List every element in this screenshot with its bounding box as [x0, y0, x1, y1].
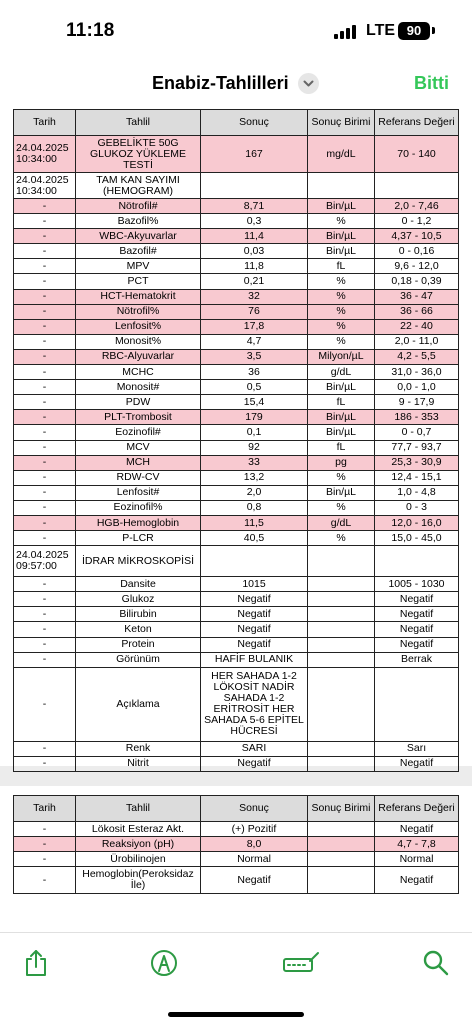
reference-cell: 0 - 1,2 — [375, 214, 459, 229]
result-cell: 167 — [201, 136, 308, 173]
reference-cell: 36 - 47 — [375, 289, 459, 304]
result-cell — [201, 546, 308, 577]
reference-cell — [375, 546, 459, 577]
result-cell: 17,8 — [201, 319, 308, 334]
test-name-cell: Reaksiyon (pH) — [76, 837, 201, 852]
date-cell: - — [14, 319, 76, 334]
column-header: Sonuç — [201, 110, 308, 136]
result-cell: 33 — [201, 455, 308, 470]
reference-cell: Negatif — [375, 622, 459, 637]
unit-cell: % — [308, 500, 375, 515]
reference-cell: Sarı — [375, 741, 459, 756]
unit-cell — [308, 756, 375, 771]
status-time: 11:18 — [66, 20, 115, 41]
reference-cell: Berrak — [375, 652, 459, 667]
date-cell: - — [14, 837, 76, 852]
table-header-row — [14, 110, 459, 136]
unit-cell: pg — [308, 455, 375, 470]
test-name-cell: PDW — [76, 395, 201, 410]
test-name-cell: Görünüm — [76, 652, 201, 667]
result-cell: 0,21 — [201, 274, 308, 289]
result-cell: 36 — [201, 365, 308, 380]
unit-cell: % — [308, 274, 375, 289]
date-cell: - — [14, 395, 76, 410]
unit-cell: Bin/µL — [308, 485, 375, 500]
table-header-row — [14, 796, 459, 822]
test-name-cell: Bilirubin — [76, 607, 201, 622]
reference-cell: Negatif — [375, 867, 459, 894]
table-row — [14, 867, 459, 894]
test-name-cell: Açıklama — [76, 667, 201, 741]
result-cell: 179 — [201, 410, 308, 425]
test-name-cell: Glukoz — [76, 592, 201, 607]
test-name-cell: İDRAR MİKROSKOPİSİ — [76, 546, 201, 577]
unit-cell: Milyon/µL — [308, 349, 375, 364]
date-cell: - — [14, 531, 76, 546]
result-cell: 11,5 — [201, 515, 308, 530]
unit-cell — [308, 867, 375, 894]
unit-cell — [308, 622, 375, 637]
table-row — [14, 515, 459, 530]
date-cell: - — [14, 515, 76, 530]
date-cell: 24.04.2025 09:57:00 — [14, 546, 76, 577]
chevron-down-icon[interactable] — [298, 73, 319, 94]
test-name-cell: P-LCR — [76, 531, 201, 546]
table-row — [14, 837, 459, 852]
table-row — [14, 136, 459, 173]
unit-cell: Bin/µL — [308, 425, 375, 440]
test-name-cell: MCH — [76, 455, 201, 470]
date-cell: - — [14, 349, 76, 364]
table-row — [14, 822, 459, 837]
unit-cell: g/dL — [308, 515, 375, 530]
test-name-cell: PLT-Trombosit — [76, 410, 201, 425]
unit-cell — [308, 667, 375, 741]
result-cell: Negatif — [201, 622, 308, 637]
table-row — [14, 289, 459, 304]
column-header: Referans Değeri — [375, 796, 459, 822]
result-cell: 3,5 — [201, 349, 308, 364]
column-header: Sonuç Birimi — [308, 796, 375, 822]
unit-cell — [308, 173, 375, 199]
test-name-cell: TAM KAN SAYIMI (HEMOGRAM) — [76, 173, 201, 199]
date-cell: - — [14, 607, 76, 622]
date-cell: - — [14, 259, 76, 274]
result-cell: 0,8 — [201, 500, 308, 515]
date-cell: - — [14, 485, 76, 500]
unit-cell — [308, 852, 375, 867]
reference-cell: 4,7 - 7,8 — [375, 837, 459, 852]
column-header: Tahlil — [76, 110, 201, 136]
unit-cell: Bin/µL — [308, 244, 375, 259]
reference-cell: Normal — [375, 852, 459, 867]
column-header: Sonuç Birimi — [308, 110, 375, 136]
unit-cell — [308, 637, 375, 652]
unit-cell — [308, 741, 375, 756]
result-cell: HER SAHADA 1-2 LÖKOSİT NADİR SAHADA 1-2 ERİTROSİT HER SAHADA 5-6 EPİTEL HÜCRESİ — [201, 667, 308, 741]
reference-cell — [375, 173, 459, 199]
unit-cell: Bin/µL — [308, 380, 375, 395]
date-cell: - — [14, 500, 76, 515]
table-row — [14, 244, 459, 259]
test-name-cell: MCV — [76, 440, 201, 455]
table-row — [14, 652, 459, 667]
test-name-cell: RBC-Alyuvarlar — [76, 349, 201, 364]
date-cell: - — [14, 470, 76, 485]
table-row — [14, 500, 459, 515]
document-viewer[interactable] — [0, 106, 472, 932]
table-row — [14, 304, 459, 319]
result-cell: 11,8 — [201, 259, 308, 274]
unit-cell — [308, 822, 375, 837]
unit-cell — [308, 652, 375, 667]
result-cell: 92 — [201, 440, 308, 455]
result-cell: HAFİF BULANIK — [201, 652, 308, 667]
table-row — [14, 319, 459, 334]
test-name-cell: Protein — [76, 637, 201, 652]
result-cell: 1015 — [201, 577, 308, 592]
reference-cell: Negatif — [375, 607, 459, 622]
column-header: Tahlil — [76, 796, 201, 822]
table-row — [14, 667, 459, 741]
table-row — [14, 229, 459, 244]
date-cell: - — [14, 244, 76, 259]
date-cell: - — [14, 274, 76, 289]
date-cell: - — [14, 652, 76, 667]
unit-cell: % — [308, 214, 375, 229]
test-name-cell: Dansite — [76, 577, 201, 592]
table-row — [14, 455, 459, 470]
date-cell: 24.04.2025 10:34:00 — [14, 136, 76, 173]
unit-cell — [308, 592, 375, 607]
unit-cell — [308, 837, 375, 852]
reference-cell: Negatif — [375, 637, 459, 652]
column-header: Tarih — [14, 110, 76, 136]
table-row — [14, 440, 459, 455]
table-row — [14, 592, 459, 607]
table-row — [14, 395, 459, 410]
column-header: Sonuç — [201, 796, 308, 822]
test-name-cell: Nitrit — [76, 756, 201, 771]
table-row — [14, 365, 459, 380]
unit-cell: Bin/µL — [308, 410, 375, 425]
signature-icon[interactable] — [282, 947, 320, 979]
document-title[interactable]: Enabiz-Tahlilleri — [152, 73, 289, 93]
date-cell: - — [14, 365, 76, 380]
home-indicator — [168, 1012, 304, 1017]
unit-cell: % — [308, 470, 375, 485]
test-name-cell: Monosit# — [76, 380, 201, 395]
reference-cell: 12,0 - 16,0 — [375, 515, 459, 530]
table-row — [14, 577, 459, 592]
unit-cell: fL — [308, 259, 375, 274]
reference-cell: 36 - 66 — [375, 304, 459, 319]
date-cell: - — [14, 440, 76, 455]
reference-cell: Negatif — [375, 592, 459, 607]
table-row — [14, 470, 459, 485]
date-cell: - — [14, 425, 76, 440]
date-cell: - — [14, 455, 76, 470]
reference-cell: 1,0 - 4,8 — [375, 485, 459, 500]
test-name-cell: HGB-Hemoglobin — [76, 515, 201, 530]
result-cell: Negatif — [201, 607, 308, 622]
reference-cell: 0,0 - 1,0 — [375, 380, 459, 395]
unit-cell: g/dL — [308, 365, 375, 380]
result-cell: 13,2 — [201, 470, 308, 485]
unit-cell — [308, 607, 375, 622]
test-name-cell: Renk — [76, 741, 201, 756]
reference-cell: Negatif — [375, 756, 459, 771]
done-button[interactable]: Bitti — [414, 73, 449, 93]
share-icon[interactable] — [20, 947, 52, 979]
battery-icon: 90 — [398, 22, 430, 40]
result-cell: Negatif — [201, 756, 308, 771]
date-cell: 24.04.2025 10:34:00 — [14, 173, 76, 199]
unit-cell: Bin/µL — [308, 229, 375, 244]
test-name-cell: Lökosit Esteraz Akt. — [76, 822, 201, 837]
unit-cell — [308, 577, 375, 592]
date-cell: - — [14, 214, 76, 229]
date-cell: - — [14, 410, 76, 425]
date-cell: - — [14, 304, 76, 319]
result-cell: 0,03 — [201, 244, 308, 259]
result-cell: Negatif — [201, 592, 308, 607]
markup-icon[interactable] — [148, 947, 180, 979]
reference-cell: 31,0 - 36,0 — [375, 365, 459, 380]
test-name-cell: Hemoglobin(Peroksidaz İle) — [76, 867, 201, 894]
date-cell: - — [14, 867, 76, 894]
test-name-cell: Eozinofil# — [76, 425, 201, 440]
date-cell: - — [14, 756, 76, 771]
date-cell: - — [14, 199, 76, 214]
reference-cell: 4,2 - 5,5 — [375, 349, 459, 364]
reference-cell — [375, 667, 459, 741]
reference-cell: 70 - 140 — [375, 136, 459, 173]
table-row — [14, 852, 459, 867]
result-cell: SARI — [201, 741, 308, 756]
unit-cell: % — [308, 319, 375, 334]
reference-cell: 9 - 17,9 — [375, 395, 459, 410]
reference-cell: 25,3 - 30,9 — [375, 455, 459, 470]
result-cell: 8,71 — [201, 199, 308, 214]
table-row — [14, 741, 459, 756]
table-row — [14, 637, 459, 652]
reference-cell: 4,37 - 10,5 — [375, 229, 459, 244]
test-name-cell: GEBELİKTE 50G GLUKOZ YÜKLEME TESTİ — [76, 136, 201, 173]
result-cell — [201, 173, 308, 199]
table-row — [14, 214, 459, 229]
result-cell: (+) Pozitif — [201, 822, 308, 837]
reference-cell: 0,18 - 0,39 — [375, 274, 459, 289]
reference-cell: 9,6 - 12,0 — [375, 259, 459, 274]
test-name-cell: Lenfosit# — [76, 485, 201, 500]
nav-bar — [0, 62, 472, 106]
table-row — [14, 199, 459, 214]
date-cell: - — [14, 622, 76, 637]
unit-cell: % — [308, 289, 375, 304]
column-header: Tarih — [14, 796, 76, 822]
unit-cell: % — [308, 334, 375, 349]
table-row — [14, 485, 459, 500]
test-name-cell: HCT-Hematokrit — [76, 289, 201, 304]
test-name-cell: Bazofil% — [76, 214, 201, 229]
table-row — [14, 334, 459, 349]
result-cell: 0,1 — [201, 425, 308, 440]
reference-cell: 186 - 353 — [375, 410, 459, 425]
table-row — [14, 173, 459, 199]
bottom-toolbar — [0, 932, 472, 1024]
reference-cell: 0 - 3 — [375, 500, 459, 515]
test-name-cell: Ürobilinojen — [76, 852, 201, 867]
unit-cell — [308, 546, 375, 577]
test-name-cell: Bazofil# — [76, 244, 201, 259]
table-row — [14, 380, 459, 395]
result-cell: 0,5 — [201, 380, 308, 395]
table-row — [14, 531, 459, 546]
unit-cell: mg/dL — [308, 136, 375, 173]
unit-cell: % — [308, 304, 375, 319]
table-row — [14, 607, 459, 622]
table-row — [14, 259, 459, 274]
date-cell: - — [14, 380, 76, 395]
results-table-page1 — [13, 109, 459, 772]
test-name-cell: WBC-Akyuvarlar — [76, 229, 201, 244]
result-cell: Negatif — [201, 867, 308, 894]
network-label: LTE — [366, 22, 396, 39]
status-bar — [0, 0, 472, 60]
reference-cell: 0 - 0,7 — [375, 425, 459, 440]
reference-cell: 2,0 - 11,0 — [375, 334, 459, 349]
table-row — [14, 756, 459, 771]
reference-cell: 1005 - 1030 — [375, 577, 459, 592]
test-name-cell: MCHC — [76, 365, 201, 380]
test-name-cell: Lenfosit% — [76, 319, 201, 334]
date-cell: - — [14, 289, 76, 304]
date-cell: - — [14, 852, 76, 867]
date-cell: - — [14, 334, 76, 349]
unit-cell: Bin/µL — [308, 199, 375, 214]
table-row — [14, 425, 459, 440]
battery-tip — [432, 27, 435, 34]
reference-cell: 0 - 0,16 — [375, 244, 459, 259]
date-cell: - — [14, 592, 76, 607]
reference-cell: 22 - 40 — [375, 319, 459, 334]
result-cell: 76 — [201, 304, 308, 319]
date-cell: - — [14, 741, 76, 756]
date-cell: - — [14, 667, 76, 741]
test-name-cell: Eozinofil% — [76, 500, 201, 515]
table-row — [14, 274, 459, 289]
result-cell: Normal — [201, 852, 308, 867]
unit-cell: fL — [308, 395, 375, 410]
result-cell: 0,3 — [201, 214, 308, 229]
result-cell: 11,4 — [201, 229, 308, 244]
table-row — [14, 622, 459, 637]
date-cell: - — [14, 229, 76, 244]
table-row — [14, 546, 459, 577]
reference-cell: 12,4 - 15,1 — [375, 470, 459, 485]
result-cell: 4,7 — [201, 334, 308, 349]
reference-cell: Negatif — [375, 822, 459, 837]
result-cell: 2,0 — [201, 485, 308, 500]
result-cell: 32 — [201, 289, 308, 304]
reference-cell: 2,0 - 7,46 — [375, 199, 459, 214]
unit-cell: % — [308, 531, 375, 546]
test-name-cell: PCT — [76, 274, 201, 289]
test-name-cell: Monosit% — [76, 334, 201, 349]
result-cell: 8,0 — [201, 837, 308, 852]
result-cell: 40,5 — [201, 531, 308, 546]
search-icon[interactable] — [420, 947, 452, 979]
test-name-cell: Nötrofil# — [76, 199, 201, 214]
test-name-cell: MPV — [76, 259, 201, 274]
reference-cell: 15,0 - 45,0 — [375, 531, 459, 546]
test-name-cell: Keton — [76, 622, 201, 637]
test-name-cell: RDW-CV — [76, 470, 201, 485]
table-row — [14, 349, 459, 364]
results-table-page2 — [13, 795, 459, 894]
column-header: Referans Değeri — [375, 110, 459, 136]
reference-cell: 77,7 - 93,7 — [375, 440, 459, 455]
test-name-cell: Nötrofil% — [76, 304, 201, 319]
unit-cell: fL — [308, 440, 375, 455]
result-cell: Negatif — [201, 637, 308, 652]
date-cell: - — [14, 822, 76, 837]
date-cell: - — [14, 577, 76, 592]
signal-icon — [334, 25, 358, 39]
date-cell: - — [14, 637, 76, 652]
result-cell: 15,4 — [201, 395, 308, 410]
table-row — [14, 410, 459, 425]
